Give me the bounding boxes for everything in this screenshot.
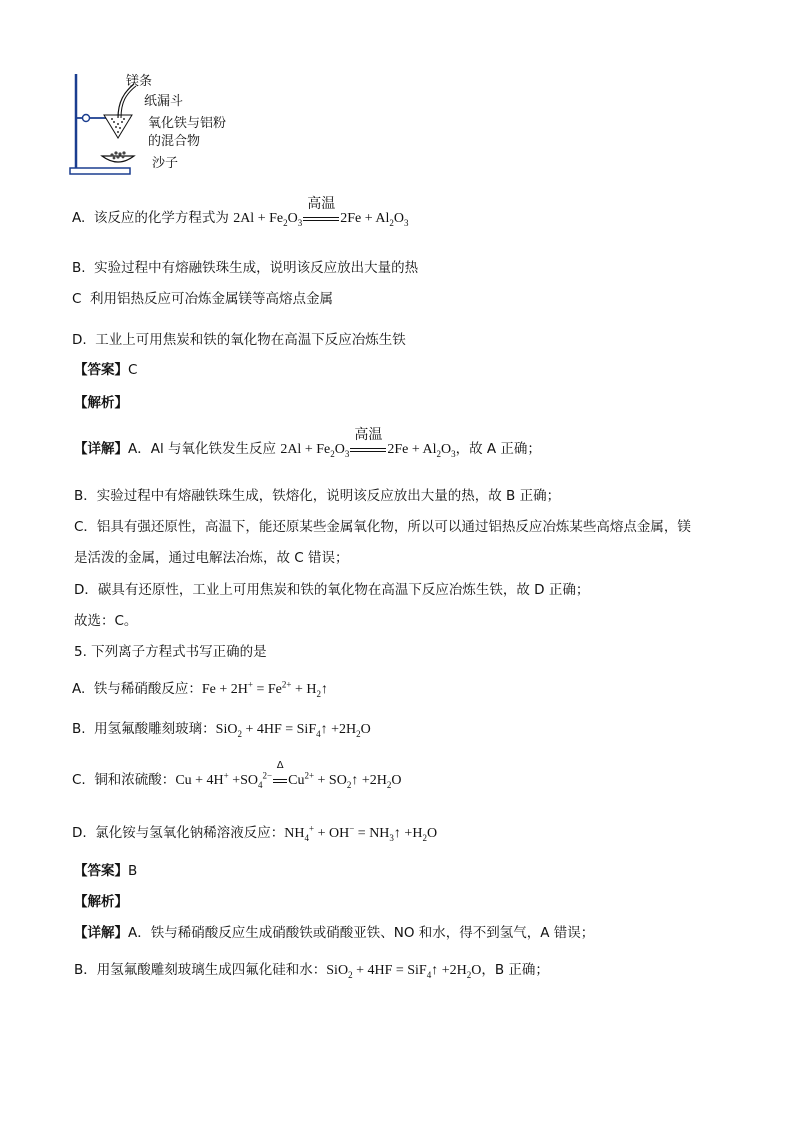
q5-detail-a: 【详解】A．铁与稀硝酸反应生成硝酸铁或硝酸亚铁、NO 和水，得不到氢气，A 错误； bbox=[74, 925, 595, 941]
q4-detail-c-line2: 是活泼的金属，通过电解法冶炼，故 C 错误； bbox=[74, 550, 349, 566]
figure-label-mixture-line1: 氧化铁与铝粉 bbox=[148, 116, 227, 131]
figure-label-funnel: 纸漏斗 bbox=[144, 94, 184, 109]
q5-detail-b: B．用氢氟酸雕刻玻璃生成四氟化硅和水：SiO$_2$ + 4HF = SiF$_4$↑ $+2H_2O$，B 正确； bbox=[74, 962, 549, 980]
q4-option-c: C 利用铝热反应可冶炼金属镁等高熔点金属 bbox=[72, 291, 334, 307]
q4-detail-a: 【详解】A．Al 与氧化铁发生反应 $2Al + Fe_2O_3$ 高温 $2Fe + Al_2O_3$，故 A 正确； bbox=[74, 427, 541, 459]
q4-detail-c-line1: C．铝具有强还原性，高温下，能还原某些金属氧化物，所以可以通过铝热反应冶炼某些高熔点金属，镁 bbox=[74, 519, 691, 535]
q5-option-c: C. 铜和浓硫酸：$Cu + 4H^+ +SO_4^{2-}$ Δ $Cu^{2+}$ + $SO_2↑ +2H_2O$ bbox=[72, 760, 402, 790]
q4-analysis-tag: 【解析】 bbox=[74, 395, 128, 411]
q4-answer: 【答案】C bbox=[74, 362, 138, 378]
q5-answer: 【答案】B bbox=[74, 863, 138, 879]
thermite-apparatus-figure bbox=[68, 66, 258, 178]
q4-detail-d: D．碳具有还原性，工业上可用焦炭和铁的氧化物在高温下反应冶炼生铁，故 D 正确； bbox=[74, 582, 590, 598]
q5-analysis-tag: 【解析】 bbox=[74, 894, 128, 910]
figure-label-mixture-line2: 的混合物 bbox=[148, 134, 201, 149]
q4-choose: 故选：C。 bbox=[74, 613, 138, 629]
q4-option-a: A. 该反应的化学方程式为 $2Al + Fe_2O_3$ 高温 $2Fe + Al_2O_3$ bbox=[72, 196, 409, 228]
q5-option-a: A. 铁与稀硝酸反应：$Fe + 2H^+ = Fe^{2+}$ + $H_2↑$ bbox=[72, 679, 328, 699]
q4-detail-b: B．实验过程中有熔融铁珠生成，铁熔化，说明该反应放出大量的热，故 B 正确； bbox=[74, 488, 561, 504]
q5-stem: 5. 下列离子方程式书写正确的是 bbox=[74, 644, 267, 660]
figure-label-magnesium: 镁条 bbox=[126, 74, 153, 89]
q4-a-equation: $2Al + Fe_2O_3$ 高温 $2Fe + Al_2O_3$ bbox=[233, 196, 409, 228]
q5-option-b: B. 用氢氟酸雕刻玻璃：SiO$_2$ + 4HF = SiF$_4$↑ $+2H_2O$ bbox=[72, 721, 371, 739]
figure-label-sand: 沙子 bbox=[152, 156, 179, 171]
q4-option-d: D. 工业上可用焦炭和铁的氧化物在高温下反应冶炼生铁 bbox=[72, 332, 406, 348]
q4-option-b: B. 实验过程中有熔融铁珠生成，说明该反应放出大量的热 bbox=[72, 260, 419, 276]
q5-option-d: D. 氯化铵与氢氧化钠稀溶液反应：$NH_4^+ + OH^-$ = $NH_3↑ +H_2O$ bbox=[72, 823, 438, 843]
